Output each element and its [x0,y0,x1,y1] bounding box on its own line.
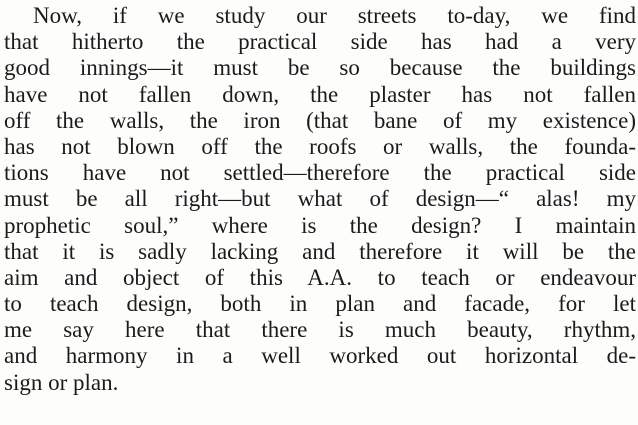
body-paragraph [4,3,636,396]
text-line: tions have not settled—therefore the practical side [4,160,636,186]
text-line: off the walls, the iron (that bane of my existence) [4,107,636,133]
text-line: has not blown off the roofs or walls, the founda- [4,133,636,159]
text-line: aim and object of this A.A. to teach or endeavour [4,264,636,290]
text-line: good innings—it must be so because the buildings [4,55,636,81]
text-line: sign or plan. [4,369,119,395]
text-line: Now, if we study our streets to-day, we find [33,3,636,28]
text-line: that hitherto the practical side has had a very [4,29,636,55]
text-line: have not fallen down, the plaster has not fallen [4,81,636,107]
text-line: that it is sadly lacking and therefore it will be the [4,238,636,264]
text-line: to teach design, both in plan and facade, for let [4,291,636,317]
text-line: must be all right—but what of design—“ alas! my [4,186,636,212]
text-line: prophetic soul,” where is the design? I maintain [4,212,636,238]
text-line: and harmony in a well worked out horizontal de- [4,343,636,369]
text-line: me say here that there is much beauty, rhythm, [4,317,636,343]
